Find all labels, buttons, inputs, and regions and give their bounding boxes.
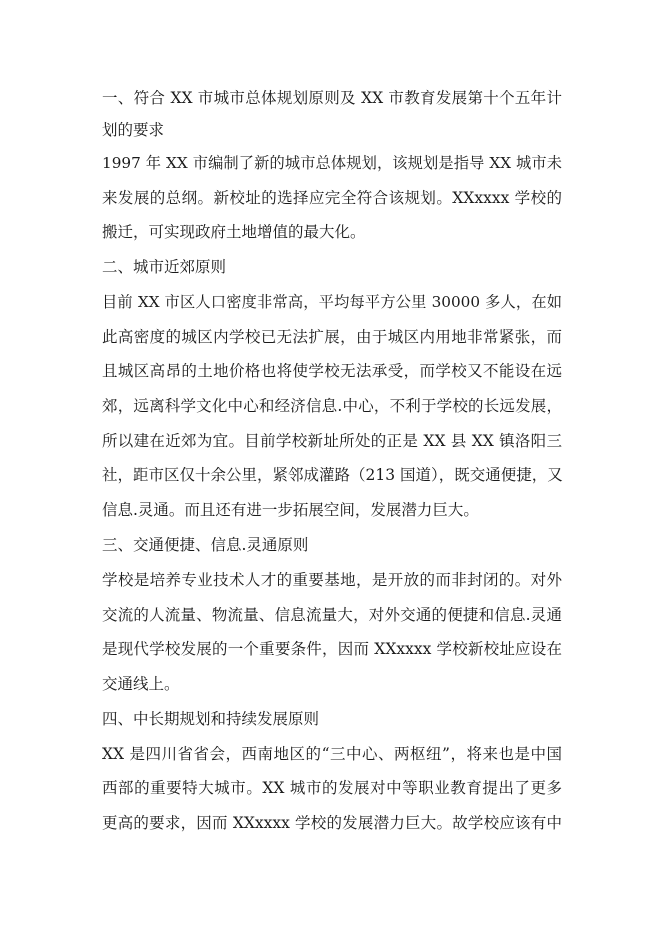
paragraph-1-line-2: 来发展的总纲。新校址的选择应完全符合该规划。XXxxxx 学校的 bbox=[102, 189, 562, 207]
paragraph-3-line-3: 是现代学校发展的一个重要条件，因而 XXxxxx 学校新校址应设在 bbox=[102, 640, 562, 658]
paragraph-1-line-1: 1997 年 XX 市编制了新的城市总体规划，该规划是指导 XX 城市未 bbox=[102, 154, 562, 172]
paragraph-2-line-7: 信息.灵通。而且还有进一步拓展空间，发展潜力巨大。 bbox=[102, 501, 479, 519]
paragraph-2-line-6: 社，距市区仅十余公里，紧邻成灌路（213 国道），既交通便捷，又 bbox=[102, 466, 563, 484]
paragraph-2-line-2: 此高密度的城区内学校已无法扩展，由于城区内用地非常紧张，而 bbox=[102, 328, 562, 346]
heading-4: 四、中长期规划和持续发展原则 bbox=[102, 710, 320, 728]
paragraph-2-line-3: 且城区高昂的土地价格也将使学校无法承受，而学校又不能设在远 bbox=[102, 362, 562, 380]
paragraph-4-line-3: 更高的要求，因而 XXxxxx 学校的发展潜力巨大。故学校应该有中 bbox=[102, 814, 562, 832]
heading-1-line-2: 划的要求 bbox=[102, 121, 165, 139]
paragraph-2-line-4: 郊，远离科学文化中心和经济信息.中心，不利于学校的长远发展， bbox=[102, 397, 562, 415]
heading-2: 二、城市近郊原则 bbox=[102, 258, 227, 276]
paragraph-2-line-1: 目前 XX 市区人口密度非常高，平均每平方公里 30000 多人，在如 bbox=[102, 293, 562, 311]
paragraph-1-line-3: 搬迁，可实现政府土地增值的最大化。 bbox=[102, 223, 366, 241]
paragraph-4-line-2: 西部的重要特大城市。XX 城市的发展对中等职业教育提出了更多 bbox=[102, 779, 562, 797]
heading-1-line-1: 一、符合 XX 市城市总体规划原则及 XX 市教育发展第十个五年计 bbox=[102, 89, 562, 107]
heading-3: 三、交通便捷、信息.灵通原则 bbox=[102, 536, 309, 554]
paragraph-3-line-1: 学校是培养专业技术人才的重要基地，是开放的而非封闭的。对外 bbox=[102, 571, 562, 589]
paragraph-3-line-4: 交通线上。 bbox=[102, 675, 180, 693]
paragraph-4-line-1: XX 是四川省省会，西南地区的“三中心、两枢纽”，将来也是中国 bbox=[102, 745, 562, 763]
paragraph-3-line-2: 交流的人流量、物流量、信息流量大，对外交通的便捷和信息.灵通 bbox=[102, 606, 562, 624]
paragraph-2-line-5: 所以建在近郊为宜。目前学校新址所处的正是 XX 县 XX 镇洛阳三 bbox=[102, 432, 562, 450]
